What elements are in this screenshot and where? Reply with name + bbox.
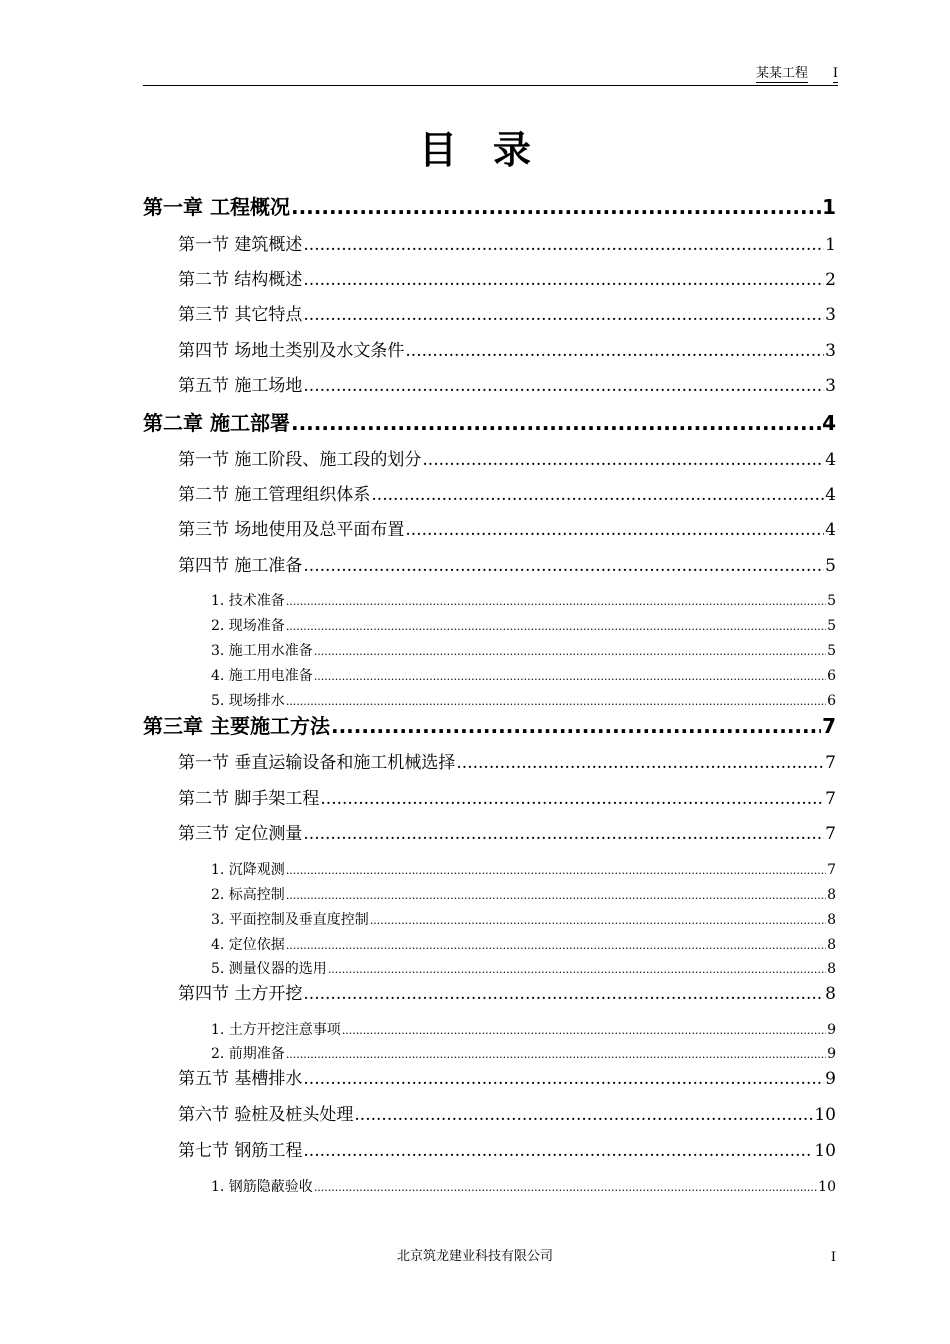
toc-dot-leader bbox=[303, 553, 824, 579]
toc-dot-leader bbox=[286, 859, 826, 882]
toc-section-entry[interactable] bbox=[178, 1066, 836, 1092]
toc-dot-leader bbox=[314, 1176, 817, 1199]
toc-entry-title: 第二节 脚手架工程 bbox=[178, 789, 320, 809]
toc-section-entry[interactable] bbox=[178, 373, 836, 399]
toc-subsection-entry[interactable] bbox=[211, 1176, 836, 1198]
toc-entry-title: 2. 标高控制 bbox=[211, 887, 285, 903]
toc-section-entry[interactable] bbox=[178, 821, 836, 847]
header-title: 某某工程 bbox=[755, 66, 808, 81]
toc-entry-title: 第三节 其它特点 bbox=[178, 305, 303, 325]
toc-entry-title: 第七节 钢筋工程 bbox=[178, 1141, 303, 1161]
toc-entry-page: 2 bbox=[825, 270, 836, 290]
toc-section-entry[interactable] bbox=[178, 447, 836, 473]
toc-section-entry[interactable] bbox=[178, 1138, 836, 1164]
toc-subsection-entry[interactable] bbox=[211, 958, 836, 980]
toc-section-entry[interactable] bbox=[178, 267, 836, 293]
toc-section-entry[interactable] bbox=[178, 232, 836, 258]
toc-entry-page: 7 bbox=[825, 753, 836, 773]
toc-entry-page: 6 bbox=[827, 693, 836, 709]
toc-entry-title: 第四节 施工准备 bbox=[178, 556, 303, 576]
toc-entry-page: 9 bbox=[827, 1046, 836, 1062]
toc-dot-leader bbox=[370, 909, 826, 932]
toc-section-entry[interactable] bbox=[178, 482, 836, 508]
toc-entry-page: 10 bbox=[814, 1141, 836, 1161]
toc-entry-page: 6 bbox=[827, 668, 836, 684]
toc-dot-leader bbox=[405, 338, 824, 364]
toc-subsection-entry[interactable] bbox=[211, 859, 836, 881]
toc-section-entry[interactable] bbox=[178, 981, 836, 1007]
toc-entry-page: 3 bbox=[825, 341, 836, 361]
toc-dot-leader bbox=[291, 193, 821, 221]
toc-entry-page: 3 bbox=[825, 305, 836, 325]
toc-section-entry[interactable] bbox=[178, 517, 836, 543]
toc-dot-leader bbox=[456, 750, 824, 776]
toc-entry-title: 3. 平面控制及垂直度控制 bbox=[211, 912, 369, 928]
toc-entry-title: 2. 前期准备 bbox=[211, 1046, 285, 1062]
toc-subsection-entry[interactable] bbox=[211, 665, 836, 687]
toc-dot-leader bbox=[342, 1019, 826, 1042]
toc-entry-page: 7 bbox=[825, 789, 836, 809]
footer-page-number: I bbox=[830, 1250, 836, 1265]
toc-entry-title: 第三节 定位测量 bbox=[178, 824, 303, 844]
toc-dot-leader bbox=[286, 1043, 826, 1066]
toc-entry-page: 1 bbox=[825, 235, 836, 255]
toc-dot-leader bbox=[422, 447, 824, 473]
toc-entry-page: 9 bbox=[827, 1022, 836, 1038]
toc-entry-title: 第二节 结构概述 bbox=[178, 270, 303, 290]
toc-section-entry[interactable] bbox=[178, 750, 836, 776]
toc-subsection-entry[interactable] bbox=[211, 934, 836, 956]
footer-company: 北京筑龙建业科技有限公司 bbox=[396, 1249, 553, 1264]
toc-entry-page: 4 bbox=[825, 485, 836, 505]
toc-chapter-entry[interactable] bbox=[143, 712, 836, 740]
toc-entry-page: 7 bbox=[825, 824, 836, 844]
toc-dot-leader bbox=[303, 232, 824, 258]
toc-entry-title: 第四节 土方开挖 bbox=[178, 984, 303, 1004]
toc-dot-leader bbox=[291, 409, 821, 437]
toc-subsection-entry[interactable] bbox=[211, 909, 836, 931]
toc-dot-leader bbox=[303, 302, 824, 328]
toc-subsection-entry[interactable] bbox=[211, 690, 836, 712]
toc-entry-title: 第一节 建筑概述 bbox=[178, 235, 303, 255]
toc-dot-leader bbox=[320, 786, 824, 812]
toc-dot-leader bbox=[286, 615, 826, 638]
toc-entry-title: 5. 现场排水 bbox=[211, 693, 285, 709]
toc-title: 目录 bbox=[418, 128, 567, 172]
toc-entry-title: 3. 施工用水准备 bbox=[211, 643, 313, 659]
toc-dot-leader bbox=[303, 1138, 813, 1164]
toc-entry-title: 1. 土方开挖注意事项 bbox=[211, 1022, 341, 1038]
toc-chapter-entry[interactable] bbox=[143, 409, 836, 437]
toc-entry-title: 第四节 场地土类别及水文条件 bbox=[178, 341, 405, 361]
toc-entry-title: 1. 技术准备 bbox=[211, 593, 285, 609]
toc-dot-leader bbox=[314, 640, 826, 663]
toc-entry-title: 4. 定位依据 bbox=[211, 937, 285, 953]
toc-dot-leader bbox=[303, 821, 824, 847]
toc-entry-page: 8 bbox=[827, 961, 836, 977]
toc-entry-title: 第五节 基槽排水 bbox=[178, 1069, 303, 1089]
toc-dot-leader bbox=[286, 934, 826, 957]
toc-entry-page: 4 bbox=[825, 450, 836, 470]
toc-dot-leader bbox=[328, 958, 826, 981]
toc-entry-title: 第六节 验桩及桩头处理 bbox=[178, 1105, 354, 1125]
toc-entry-page: 5 bbox=[825, 556, 836, 576]
toc-dot-leader bbox=[286, 884, 826, 907]
toc-subsection-entry[interactable] bbox=[211, 590, 836, 612]
toc-section-entry[interactable] bbox=[178, 1102, 836, 1128]
toc-entry-title: 1. 钢筋隐蔽验收 bbox=[211, 1179, 313, 1195]
toc-section-entry[interactable] bbox=[178, 302, 836, 328]
toc-entry-page: 9 bbox=[825, 1069, 836, 1089]
toc-entry-title: 第一节 垂直运输设备和施工机械选择 bbox=[178, 753, 456, 773]
toc-entry-title: 2. 现场准备 bbox=[211, 618, 285, 634]
toc-subsection-entry[interactable] bbox=[211, 615, 836, 637]
toc-dot-leader bbox=[303, 373, 824, 399]
toc-entry-title: 4. 施工用电准备 bbox=[211, 668, 313, 684]
toc-section-entry[interactable] bbox=[178, 786, 836, 812]
toc-entry-page: 7 bbox=[827, 862, 836, 878]
toc-entry-title: 第二章 施工部署 bbox=[143, 411, 290, 435]
toc-entry-title: 第三节 场地使用及总平面布置 bbox=[178, 520, 405, 540]
toc-dot-leader bbox=[286, 590, 826, 613]
toc-entry-title: 第三章 主要施工方法 bbox=[143, 714, 330, 738]
toc-dot-leader bbox=[314, 665, 826, 688]
toc-entry-page: 5 bbox=[827, 618, 836, 634]
toc-entry-page: 4 bbox=[822, 411, 836, 435]
toc-entry-page: 3 bbox=[825, 376, 836, 396]
toc-section-entry[interactable] bbox=[178, 338, 836, 364]
toc-entry-page: 5 bbox=[827, 593, 836, 609]
toc-entry-page: 8 bbox=[825, 984, 836, 1004]
toc-entry-page: 8 bbox=[827, 937, 836, 953]
toc-subsection-entry[interactable] bbox=[211, 640, 836, 662]
toc-entry-title: 第一章 工程概况 bbox=[143, 195, 290, 219]
toc-entry-title: 5. 测量仪器的选用 bbox=[211, 961, 327, 977]
toc-subsection-entry[interactable] bbox=[211, 1043, 836, 1065]
toc-subsection-entry[interactable] bbox=[211, 884, 836, 906]
toc-entry-title: 第五节 施工场地 bbox=[178, 376, 303, 396]
page-header bbox=[143, 66, 838, 86]
toc-dot-leader bbox=[303, 267, 824, 293]
toc-entry-page: 10 bbox=[818, 1179, 836, 1195]
toc-entry-page: 7 bbox=[822, 714, 836, 738]
toc-dot-leader bbox=[303, 1066, 824, 1092]
toc-chapter-entry[interactable] bbox=[143, 193, 836, 221]
toc-entry-title: 第二节 施工管理组织体系 bbox=[178, 485, 371, 505]
toc-section-entry[interactable] bbox=[178, 553, 836, 579]
toc-dot-leader bbox=[354, 1102, 813, 1128]
toc-entry-page: 1 bbox=[822, 195, 836, 219]
toc-subsection-entry[interactable] bbox=[211, 1019, 836, 1041]
toc-dot-leader bbox=[286, 690, 826, 713]
toc-entry-title: 第一节 施工阶段、施工段的划分 bbox=[178, 450, 422, 470]
toc-dot-leader bbox=[331, 712, 821, 740]
toc-entry-title: 1. 沉降观测 bbox=[211, 862, 285, 878]
toc-entry-page: 8 bbox=[827, 887, 836, 903]
toc-dot-leader bbox=[371, 482, 824, 508]
toc-dot-leader bbox=[303, 981, 824, 1007]
toc-entry-page: 5 bbox=[827, 643, 836, 659]
header-page-number: I bbox=[832, 66, 838, 81]
toc-entry-page: 4 bbox=[825, 520, 836, 540]
toc-dot-leader bbox=[405, 517, 824, 543]
toc-entry-page: 8 bbox=[827, 912, 836, 928]
toc-entry-page: 10 bbox=[814, 1105, 836, 1125]
